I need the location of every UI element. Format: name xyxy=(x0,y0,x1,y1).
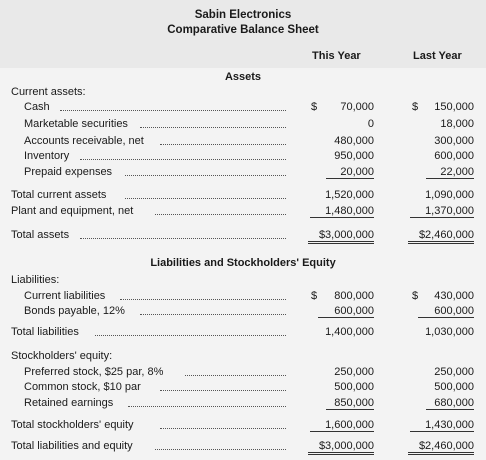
section-liabilities-equity: Liabilities and Stockholders' Equity xyxy=(150,257,336,269)
group-current-assets: Current assets: xyxy=(11,86,86,98)
row-total-current-assets: Total current assets 1,520,000 1,090,000 xyxy=(11,189,474,201)
group-stockholders-equity: Stockholders' equity: xyxy=(11,350,113,362)
row-total-stockholders-equity: Total stockholders' equity 1,600,000 1,430,000 xyxy=(11,419,474,431)
row-cash: Cash $ 70,000 $ 150,000 xyxy=(24,101,474,113)
row-preferred-stock: Preferred stock, $25 par, 8% 250,000 250,000 xyxy=(24,366,474,378)
row-bonds-payable: Bonds payable, 12% 600,000 600,000 xyxy=(24,305,474,317)
company-name: Sabin Electronics xyxy=(194,9,292,21)
row-retained-earnings: Retained earnings 850,000 680,000 xyxy=(24,397,474,409)
row-common-stock: Common stock, $10 par 500,000 500,000 xyxy=(24,381,474,393)
row-plant-equipment: Plant and equipment, net 1,480,000 1,370,000 xyxy=(11,205,474,217)
dollar-sign: $ xyxy=(412,290,419,302)
statement-title: Comparative Balance Sheet xyxy=(167,24,319,36)
row-current-liabilities: Current liabilities $ 800,000 $ 430,000 xyxy=(24,290,474,302)
section-assets: Assets xyxy=(224,71,262,83)
row-prepaid-expenses: Prepaid expenses 20,000 22,000 xyxy=(24,166,474,178)
col-last-year: Last Year xyxy=(413,50,462,62)
row-total-assets: Total assets $3,000,000 $2,460,000 xyxy=(0,229,486,245)
dollar-sign: $ xyxy=(311,290,318,302)
row-marketable-securities: Marketable securities 0 18,000 xyxy=(24,118,474,130)
row-inventory: Inventory 950,000 600,000 xyxy=(24,150,474,162)
row-accounts-receivable: Accounts receivable, net 480,000 300,000 xyxy=(24,135,474,147)
row-total-liabilities-equity: Total liabilities and equity $3,000,000 $2,460,000 xyxy=(0,440,486,456)
dollar-sign: $ xyxy=(412,101,419,113)
row-total-liabilities: Total liabilities 1,400,000 1,030,000 xyxy=(11,326,474,338)
col-this-year: This Year xyxy=(312,50,361,62)
dollar-sign: $ xyxy=(311,101,318,113)
group-liabilities: Liabilities: xyxy=(11,274,60,286)
